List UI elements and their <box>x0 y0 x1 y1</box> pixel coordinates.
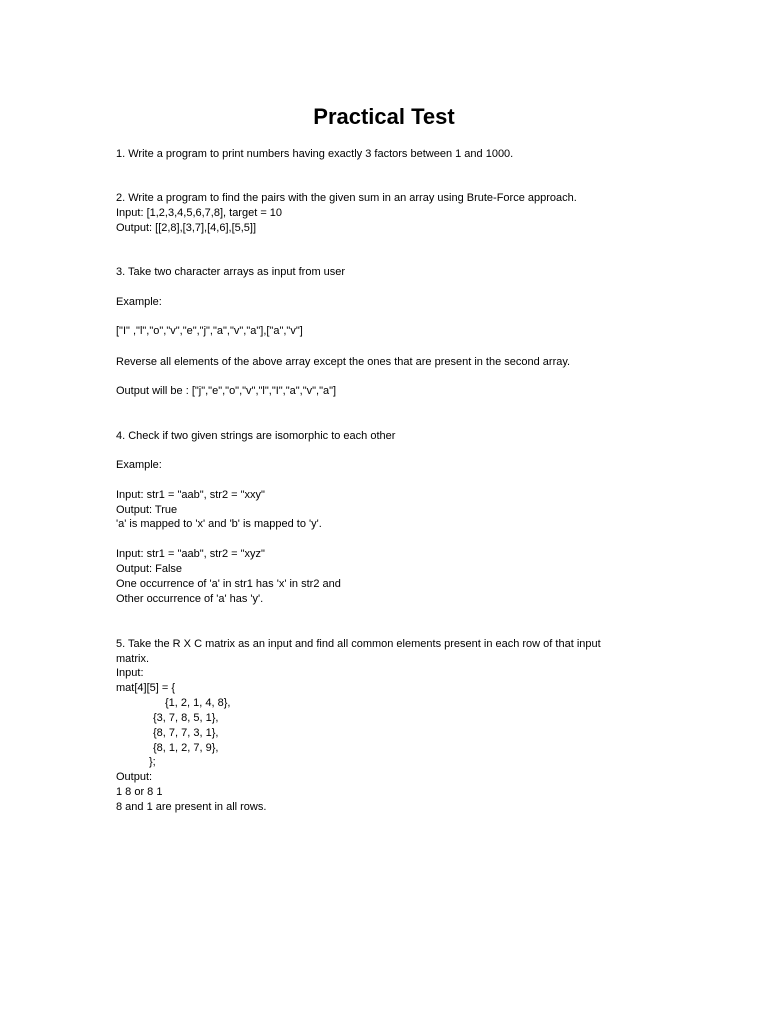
q4-input-1: Input: str1 = "aab", str2 = "xxy" <box>116 489 265 501</box>
q2-input: Input: [1,2,3,4,5,6,7,8], target = 10 <box>116 207 283 219</box>
q4-output-2: Output: False <box>116 563 183 575</box>
q5-matrix-row: {3, 7, 8, 5, 1}, <box>153 712 219 724</box>
q5-matrix-close: }; <box>149 756 156 768</box>
q2-output: Output: [[2,8],[3,7],[4,6],[5,5]] <box>116 222 257 234</box>
q4-explanation-2b: Other occurrence of 'a' has 'y'. <box>116 593 264 605</box>
q3-example-label: Example: <box>116 296 162 308</box>
q5-text-cont: matrix. <box>116 653 149 665</box>
q5-explanation: 8 and 1 are present in all rows. <box>116 801 267 813</box>
q3-example-arrays: ["I" ,"l","o","v","e","j","a","v","a"],["a","v"] <box>116 325 303 337</box>
q4-explanation-2a: One occurrence of 'a' in str1 has 'x' in str2 and <box>116 578 341 590</box>
q4-input-2: Input: str1 = "aab", str2 = "xyz" <box>116 548 265 560</box>
q1-text: 1. Write a program to print numbers having exactly 3 factors between 1 and 1000. <box>116 148 514 160</box>
q5-input-label: Input: <box>116 667 144 679</box>
q3-text: 3. Take two character arrays as input from user <box>116 266 346 278</box>
q2-text: 2. Write a program to find the pairs with the given sum in an array using Brute-Force approach. <box>116 192 577 204</box>
q4-output-1: Output: True <box>116 504 178 516</box>
q5-output-label: Output: <box>116 771 153 783</box>
q5-matrix-row: {8, 1, 2, 7, 9}, <box>153 742 219 754</box>
q5-output-value: 1 8 or 8 1 <box>116 786 163 798</box>
q4-explanation-1: 'a' is mapped to 'x' and 'b' is mapped to 'y'. <box>116 518 322 530</box>
q4-example-label: Example: <box>116 459 162 471</box>
q4-text: 4. Check if two given strings are isomorphic to each other <box>116 430 396 442</box>
q3-output: Output will be : ["j","e","o","v","l","I","a","v","a"] <box>116 385 337 397</box>
q5-matrix-decl: mat[4][5] = { <box>116 682 176 694</box>
page-title: Practical Test <box>313 104 455 129</box>
q5-matrix-row: {8, 7, 7, 3, 1}, <box>153 727 219 739</box>
q5-text: 5. Take the R X C matrix as an input and find all common elements present in each row of that input <box>116 638 601 650</box>
q3-instruction: Reverse all elements of the above array except the ones that are present in the second array. <box>116 356 571 368</box>
q5-matrix-row: {1, 2, 1, 4, 8}, <box>165 697 231 709</box>
